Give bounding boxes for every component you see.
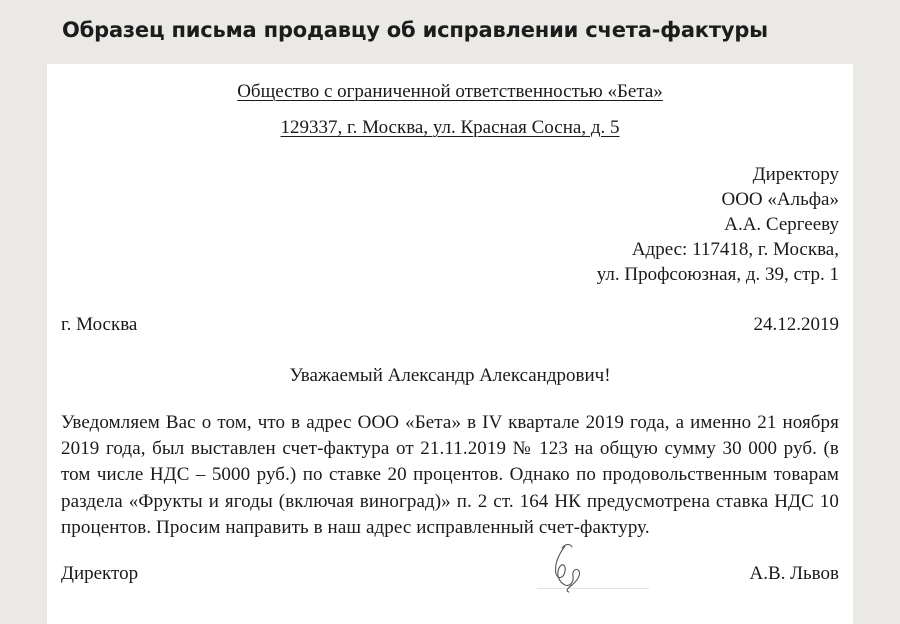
signer-name: А.В. Львов [749,563,839,584]
recipient-name: А.А. Сергееву [724,214,839,235]
recipient-address-line1: Адрес: 117418, г. Москва, [631,239,839,260]
letter-date: 24.12.2019 [753,314,839,335]
sender-address: 129337, г. Москва, ул. Красная Сосна, д. 5 [280,117,620,138]
signer-position: Директор [61,563,139,584]
letter-sheet [47,64,853,624]
city: г. Москва [61,314,138,335]
sender-company-line [47,80,853,104]
letter-body: Уведомляем Вас о том, что в адрес ООО «Бета» в IV квартале 2019 года, а именно 21 ноября 2019 года, был выставлен счет-фактура от 21.11.2019 № 123 на общую сумму 30 000 руб. (в том числе НДС – 5000 руб.) по ставке 20 процентов. Однако по продовольственным товарам раздела «Фрукты и ягоды (включая виноград)» п. 2 ст. 164 НК предусмотрена ставка НДС 10 процентов. Просим направить в наш адрес исправленный счет-фактуру. [61,412,839,538]
sender-company: Общество с ограниченной ответственностью «Бета» [237,81,663,102]
page-title: Образец письма продавцу об исправлении счета-фактуры [62,18,768,42]
recipient-address-line2: ул. Профсоюзная, д. 39, стр. 1 [596,264,839,285]
greeting: Уважаемый Александр Александрович! [289,365,611,386]
sender-address-line [47,116,853,140]
recipient-company: ООО «Альфа» [721,189,839,210]
recipient-position: Директору [752,164,839,185]
signature-image [532,538,600,594]
